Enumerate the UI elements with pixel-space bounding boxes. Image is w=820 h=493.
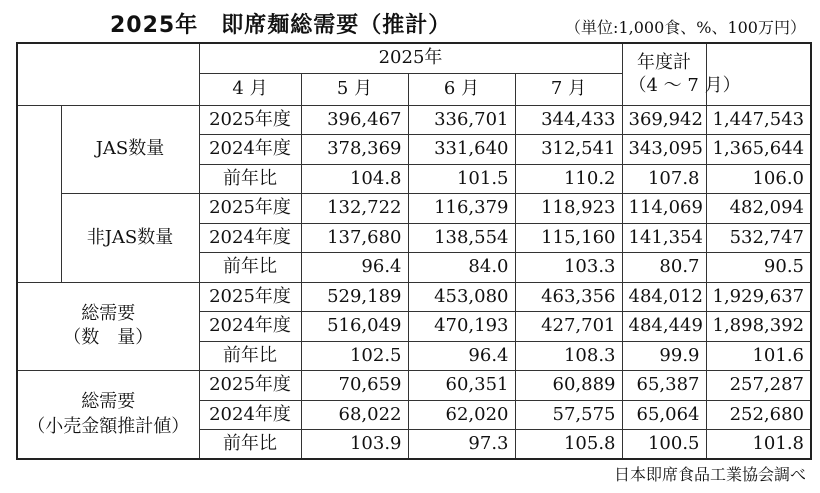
- value-cell: 331,640: [408, 135, 515, 165]
- value-cell: 516,049: [301, 312, 408, 342]
- value-cell: 107.8: [622, 164, 706, 194]
- header-corner-cell: [17, 43, 199, 105]
- total-cell: 257,287: [706, 371, 811, 401]
- value-cell: 463,356: [515, 282, 622, 312]
- row-label: 前年比: [199, 341, 301, 371]
- value-cell: 484,012: [622, 282, 706, 312]
- group-name: 総需要 （数 量）: [17, 282, 199, 371]
- group-name: 非JAS数量: [61, 194, 199, 283]
- total-cell: 1,365,644: [706, 135, 811, 165]
- header-row-1: [17, 43, 811, 73]
- page-title: 2025年 即席麺総需要（推計）: [110, 13, 452, 38]
- value-cell: 118,923: [515, 194, 622, 224]
- value-cell: 68,022: [301, 400, 408, 430]
- value-cell: 378,369: [301, 135, 408, 165]
- value-cell: 80.7: [622, 253, 706, 283]
- value-cell: 108.3: [515, 341, 622, 371]
- total-cell: 1,447,543: [706, 105, 811, 135]
- value-cell: 100.5: [622, 430, 706, 460]
- header-month: 7 月: [515, 73, 622, 105]
- row-label: 2024年度: [199, 312, 301, 342]
- value-cell: 99.9: [622, 341, 706, 371]
- header-month: 5 月: [301, 73, 408, 105]
- value-cell: 104.8: [301, 164, 408, 194]
- value-cell: 103.9: [301, 430, 408, 460]
- row-label: 2024年度: [199, 223, 301, 253]
- value-cell: 138,554: [408, 223, 515, 253]
- table-row: [17, 371, 811, 401]
- value-cell: 312,541: [515, 135, 622, 165]
- header-month: 4 月: [199, 73, 301, 105]
- value-cell: 102.5: [301, 341, 408, 371]
- value-cell: 101.5: [408, 164, 515, 194]
- group-indent-cell: [17, 105, 61, 194]
- value-cell: 116,379: [408, 194, 515, 224]
- value-cell: 343,095: [622, 135, 706, 165]
- row-label: 2024年度: [199, 400, 301, 430]
- group-name: JAS数量: [61, 105, 199, 194]
- total-cell: 90.5: [706, 253, 811, 283]
- row-label: 2025年度: [199, 105, 301, 135]
- row-label: 前年比: [199, 253, 301, 283]
- unit-note: （単位:1,000食、%、100万円）: [565, 18, 806, 37]
- total-cell: 101.8: [706, 430, 811, 460]
- value-cell: 453,080: [408, 282, 515, 312]
- row-label: 前年比: [199, 164, 301, 194]
- total-cell: 532,747: [706, 223, 811, 253]
- value-cell: 97.3: [408, 430, 515, 460]
- group-name: 総需要 （小売金額推計値）: [17, 371, 199, 460]
- total-cell: 101.6: [706, 341, 811, 371]
- value-cell: 62,020: [408, 400, 515, 430]
- value-cell: 96.4: [408, 341, 515, 371]
- value-cell: 484,449: [622, 312, 706, 342]
- row-label: 2025年度: [199, 194, 301, 224]
- value-cell: 369,942: [622, 105, 706, 135]
- value-cell: 65,064: [622, 400, 706, 430]
- value-cell: 141,354: [622, 223, 706, 253]
- value-cell: 336,701: [408, 105, 515, 135]
- value-cell: 60,351: [408, 371, 515, 401]
- group-indent-cell: [17, 194, 61, 283]
- table-row: [17, 105, 811, 135]
- value-cell: 103.3: [515, 253, 622, 283]
- table-row: [17, 282, 811, 312]
- header-total: 年度計 （4 ～ 7 月）: [622, 43, 706, 105]
- value-cell: 110.2: [515, 164, 622, 194]
- row-label: 2025年度: [199, 371, 301, 401]
- row-label: 2025年度: [199, 282, 301, 312]
- value-cell: 137,680: [301, 223, 408, 253]
- row-label: 前年比: [199, 430, 301, 460]
- value-cell: 57,575: [515, 400, 622, 430]
- demand-table: [16, 42, 812, 460]
- value-cell: 96.4: [301, 253, 408, 283]
- header-year: 2025年: [199, 43, 622, 73]
- value-cell: 115,160: [515, 223, 622, 253]
- total-cell: 106.0: [706, 164, 811, 194]
- total-cell: 1,929,637: [706, 282, 811, 312]
- row-label: 2024年度: [199, 135, 301, 165]
- source-note: 日本即席食品工業協会調べ: [613, 465, 806, 484]
- value-cell: 396,467: [301, 105, 408, 135]
- value-cell: 65,387: [622, 371, 706, 401]
- value-cell: 84.0: [408, 253, 515, 283]
- value-cell: 344,433: [515, 105, 622, 135]
- total-cell: 482,094: [706, 194, 811, 224]
- value-cell: 529,189: [301, 282, 408, 312]
- header-month: 6 月: [408, 73, 515, 105]
- value-cell: 60,889: [515, 371, 622, 401]
- value-cell: 132,722: [301, 194, 408, 224]
- value-cell: 114,069: [622, 194, 706, 224]
- total-cell: 252,680: [706, 400, 811, 430]
- total-cell: 1,898,392: [706, 312, 811, 342]
- value-cell: 105.8: [515, 430, 622, 460]
- value-cell: 70,659: [301, 371, 408, 401]
- value-cell: 427,701: [515, 312, 622, 342]
- value-cell: 470,193: [408, 312, 515, 342]
- table-row: [17, 194, 811, 224]
